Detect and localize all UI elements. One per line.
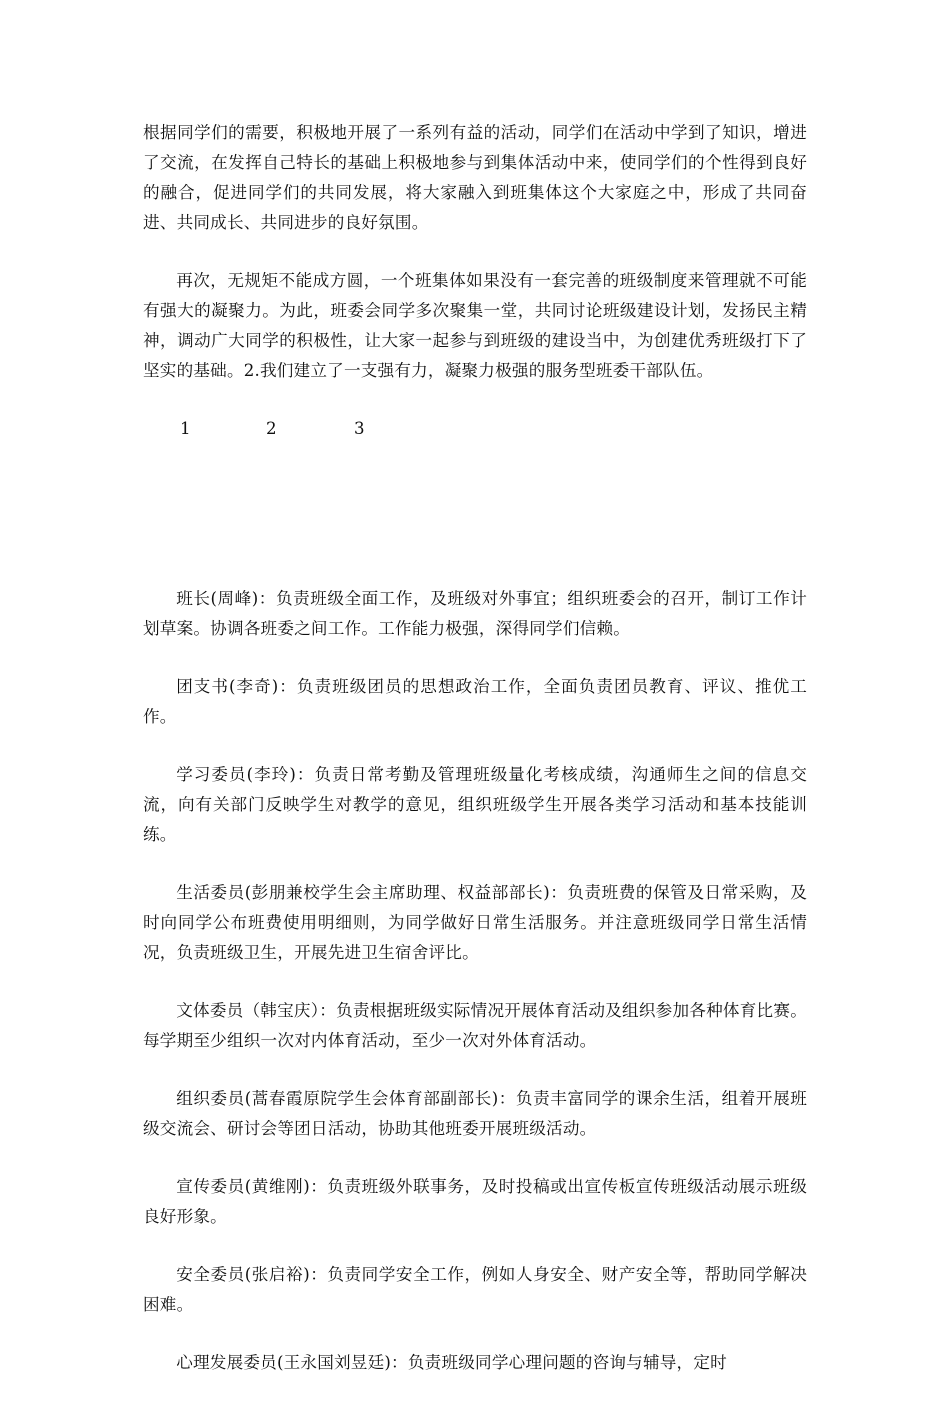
paragraph-league-secretary: 团支书(李奇)：负责班级团员的思想政治工作，全面负责团员教育、评议、推优工作。	[143, 677, 807, 726]
paragraph-sports-committee: 文体委员（韩宝庆）：负责根据班级实际情况开展体育活动及组织参加各种体育比赛。每学期至少组织一次对内体育活动，至少一次对外体育活动。	[143, 1001, 807, 1050]
number-2: 2	[266, 419, 277, 438]
paragraph-safety-committee: 安全委员(张启裕)：负责同学安全工作，例如人身安全、财产安全等，帮助同学解决困难。	[143, 1265, 807, 1314]
number-1: 1	[180, 419, 191, 438]
number-3: 3	[354, 419, 365, 438]
paragraph-class-rules: 再次，无规矩不能成方圆，一个班集体如果没有一套完善的班级制度来管理就不可能有强大的凝聚力。为此，班委会同学多次聚集一堂，共同讨论班级建设计划，发扬民主精神，调动广大同学的积极性，让大家一起参与到班级的建设当中，为创建优秀班级打下了坚实的基础。2.我们建立了一支强有力，凝聚力极强的服务型班委干部队伍。	[143, 271, 807, 380]
paragraph-psychology-committee: 心理发展委员(王永国刘昱廷)：负责班级同学心理问题的咨询与辅导，定时	[176, 1353, 727, 1372]
paragraph-study-committee: 学习委员(李玲)：负责日常考勤及管理班级量化考核成绩，沟通师生之间的信息交流，向有关部门反映学生对教学的意见，组织班级学生开展各类学习活动和基本技能训练。	[143, 765, 807, 844]
document-body	[143, 118, 807, 1406]
paragraph-life-committee: 生活委员(彭朋兼校学生会主席助理、权益部部长)：负责班费的保管及日常采购，及时向同学公布班费使用明细则，为同学做好日常生活服务。并注意班级同学日常生活情况，负责班级卫生，开展先进卫生宿舍评比。	[143, 883, 807, 962]
paragraph-monitor: 班长(周峰)：负责班级全面工作，及班级对外事宜；组织班委会的召开，制订工作计划草案。协调各班委之间工作。工作能力极强，深得同学们信赖。	[143, 589, 807, 638]
paragraph-activities: 根据同学们的需要，积极地开展了一系列有益的活动，同学们在活动中学到了知识，增进了交流，在发挥自己特长的基础上积极地参与到集体活动中来，使同学们的个性得到良好的融合，促进同学们的共同发展，将大家融入到班集体这个大家庭之中，形成了共同奋进、共同成长、共同进步的良好氛围。	[143, 123, 807, 232]
paragraph-publicity-committee: 宣传委员(黄维刚)：负责班级外联事务，及时投稿或出宣传板宣传班级活动展示班级良好形象。	[143, 1177, 807, 1226]
paragraph-organization-committee: 组织委员(蒿春霞原院学生会体育部副部长)：负责丰富同学的课余生活，组着开展班级交流会、研讨会等团日活动，协助其他班委开展班级活动。	[143, 1089, 807, 1138]
number-row	[143, 414, 807, 444]
